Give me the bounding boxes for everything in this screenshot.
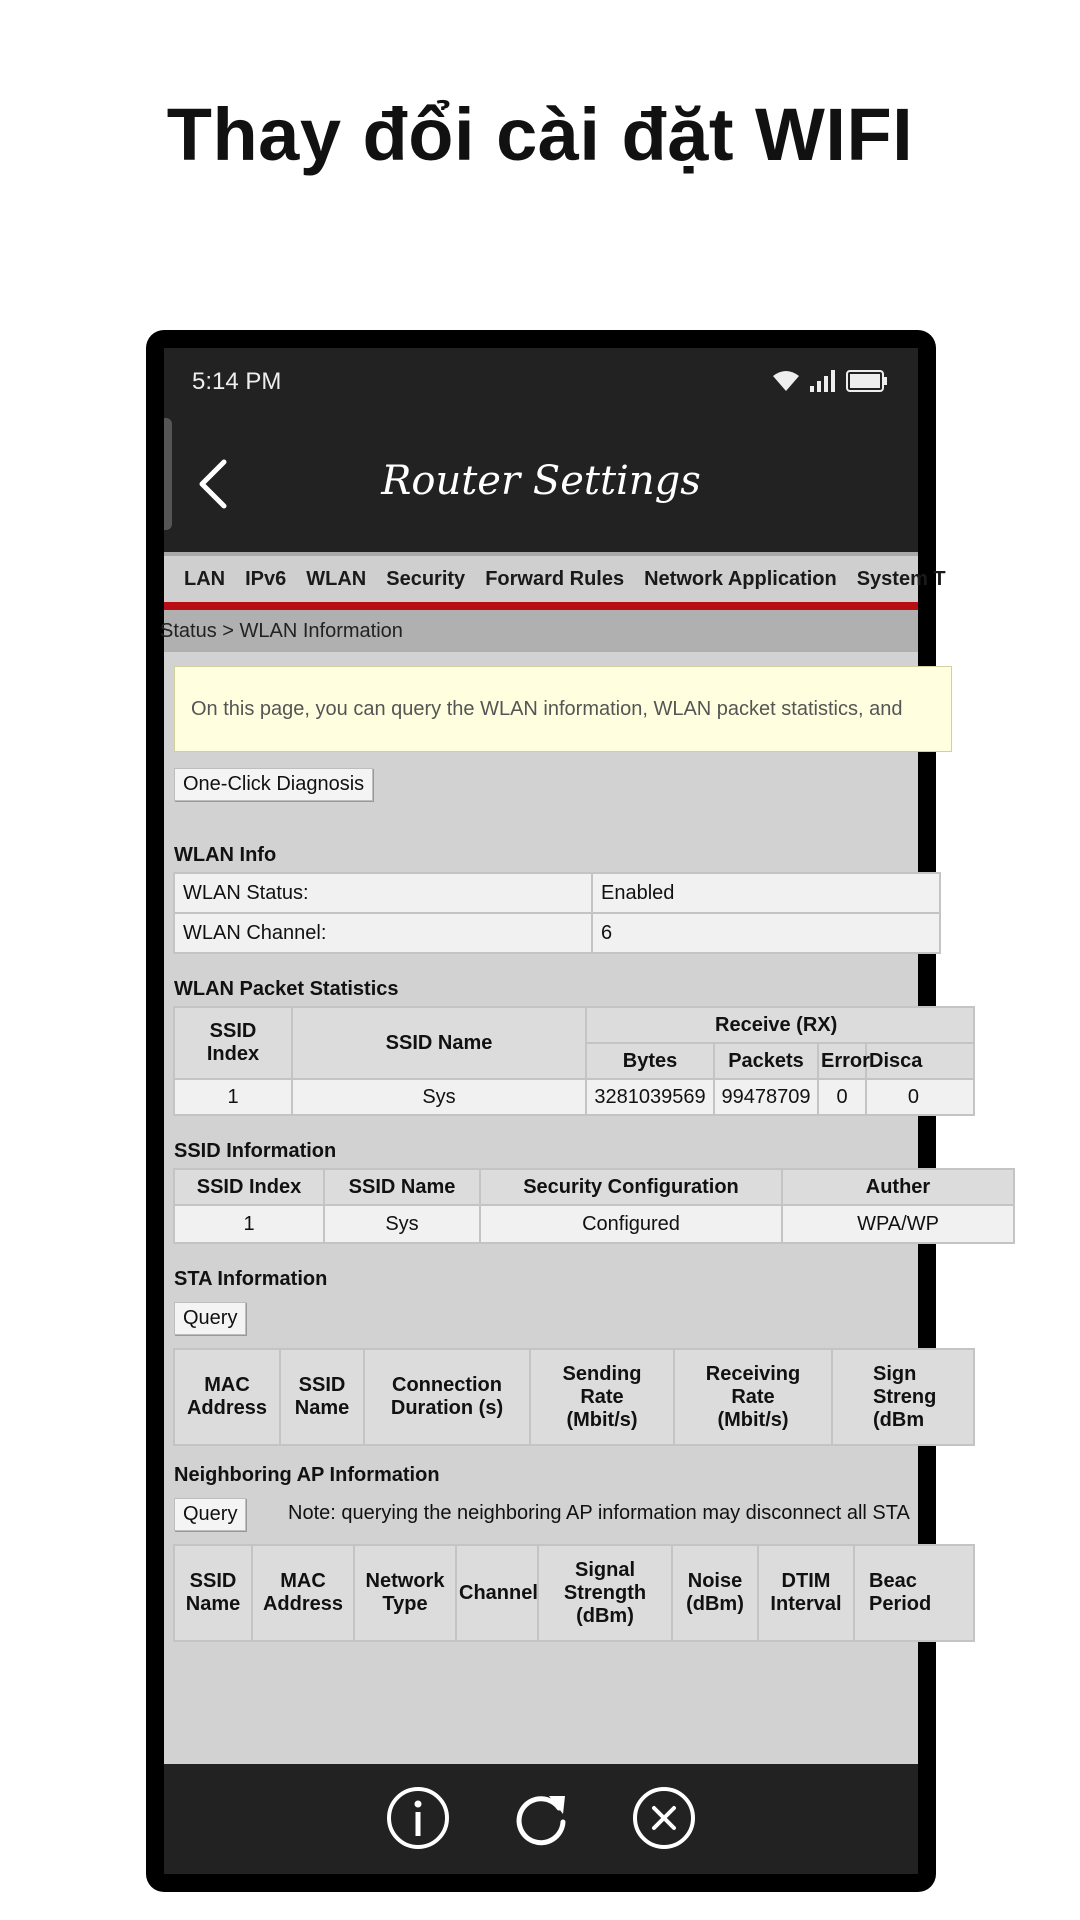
col-beacon-period: Beac Period [854, 1545, 974, 1641]
wlan-status-value: Enabled [592, 873, 940, 913]
cell-ssid-index: 1 [174, 1079, 292, 1115]
col-mac-address: MAC Address [174, 1349, 280, 1445]
one-click-diagnosis-button[interactable]: One-Click Diagnosis [174, 768, 373, 801]
nav-item-ipv6[interactable]: IPv6 [245, 567, 287, 590]
ssid-info-title: SSID Information [174, 1140, 337, 1162]
col-ssid-name: SSID Name [174, 1545, 252, 1641]
col-packets: Packets [714, 1043, 818, 1079]
app-bar [164, 412, 918, 552]
cell-ssid-index: 1 [174, 1205, 324, 1243]
cell-ssid-name: Sys [324, 1205, 480, 1243]
col-ssid-name: SSID Name [324, 1169, 480, 1205]
cell-authentication: WPA/WP [782, 1205, 1014, 1243]
nav-item-lan[interactable]: LAN [184, 567, 226, 590]
cell-packets: 99478709 [714, 1079, 818, 1115]
table-row [174, 1007, 974, 1043]
col-ssid-index: SSID Index [174, 1169, 324, 1205]
neighbor-ap-title: Neighboring AP Information [174, 1464, 440, 1486]
table-row [174, 913, 940, 953]
signal-icon [810, 370, 836, 392]
info-notice: On this page, you can query the WLAN information, WLAN packet statistics, and [174, 666, 952, 752]
wlan-channel-value: 6 [592, 913, 940, 953]
col-ssid-index: SSID Index [174, 1007, 292, 1079]
col-channel: Channel [456, 1545, 538, 1641]
wlan-status-label: WLAN Status: [174, 873, 592, 913]
col-security-config: Security Configuration [480, 1169, 782, 1205]
nav-item-security[interactable]: Security [386, 567, 466, 590]
neighbor-note: Note: querying the neighboring AP information may disconnect all STA [288, 1502, 910, 1524]
wlan-info-title: WLAN Info [174, 844, 277, 866]
table-row [174, 1079, 974, 1115]
table-row [174, 1349, 974, 1445]
refresh-icon[interactable] [509, 1786, 573, 1850]
col-sending-rate: Sending Rate (Mbit/s) [530, 1349, 674, 1445]
nav-item-forward-rules[interactable]: Forward Rules [485, 567, 625, 590]
status-bar [164, 348, 918, 412]
cell-security-config: Configured [480, 1205, 782, 1243]
neighbor-query-button[interactable]: Query [174, 1498, 246, 1531]
col-authentication: Auther [782, 1169, 1014, 1205]
col-ssid-name: SSID Name [280, 1349, 364, 1445]
ssid-info-table [173, 1168, 1015, 1244]
col-discard: Disca [866, 1043, 974, 1079]
col-receive: Receive (RX) [586, 1007, 974, 1043]
wifi-icon [772, 370, 800, 392]
cell-ssid-name: Sys [292, 1079, 586, 1115]
status-time: 5:14 PM [192, 368, 282, 395]
col-signal-strength: Sign Streng (dBm [832, 1349, 974, 1445]
neighbor-ap-table [173, 1544, 975, 1642]
wlan-info-table [173, 872, 941, 954]
packet-stats-title: WLAN Packet Statistics [174, 978, 399, 1000]
col-signal-strength: Signal Strength (dBm) [538, 1545, 672, 1641]
app-title: Router Settings [381, 458, 701, 504]
table-row [174, 1545, 974, 1641]
phone-frame [146, 330, 946, 1892]
headline: Thay đổi cài đặt WIFI [166, 93, 914, 176]
col-mac-address: MAC Address [252, 1545, 354, 1641]
nav-item-network-application[interactable]: Network Application [644, 567, 837, 590]
sta-query-button[interactable]: Query [174, 1302, 246, 1335]
cell-discard: 0 [866, 1079, 974, 1115]
battery-icon [846, 370, 888, 392]
info-icon[interactable] [386, 1786, 450, 1850]
wlan-channel-label: WLAN Channel: [174, 913, 592, 953]
cell-error: 0 [818, 1079, 866, 1115]
packet-stats-table [173, 1006, 975, 1116]
bottom-toolbar [164, 1764, 918, 1874]
col-receiving-rate: Receiving Rate (Mbit/s) [674, 1349, 832, 1445]
nav-item-system-tools[interactable]: System T [856, 567, 946, 590]
close-icon[interactable] [632, 1786, 696, 1850]
col-bytes: Bytes [586, 1043, 714, 1079]
col-connection-duration: Connection Duration (s) [364, 1349, 530, 1445]
col-error: Error [818, 1043, 866, 1079]
phone-screen [160, 348, 946, 1874]
col-noise: Noise (dBm) [672, 1545, 758, 1641]
col-network-type: Network Type [354, 1545, 456, 1641]
col-ssid-name: SSID Name [292, 1007, 586, 1079]
cell-bytes: 3281039569 [586, 1079, 714, 1115]
col-dtim-interval: DTIM Interval [758, 1545, 854, 1641]
router-nav-menu [164, 552, 946, 610]
sta-info-table [173, 1348, 975, 1446]
sta-info-title: STA Information [174, 1268, 328, 1290]
breadcrumb: Status > WLAN Information [164, 610, 918, 652]
table-row [174, 873, 940, 913]
table-row [174, 1169, 1014, 1205]
nav-item-wlan[interactable]: WLAN [306, 567, 367, 590]
table-row [174, 1205, 1014, 1243]
